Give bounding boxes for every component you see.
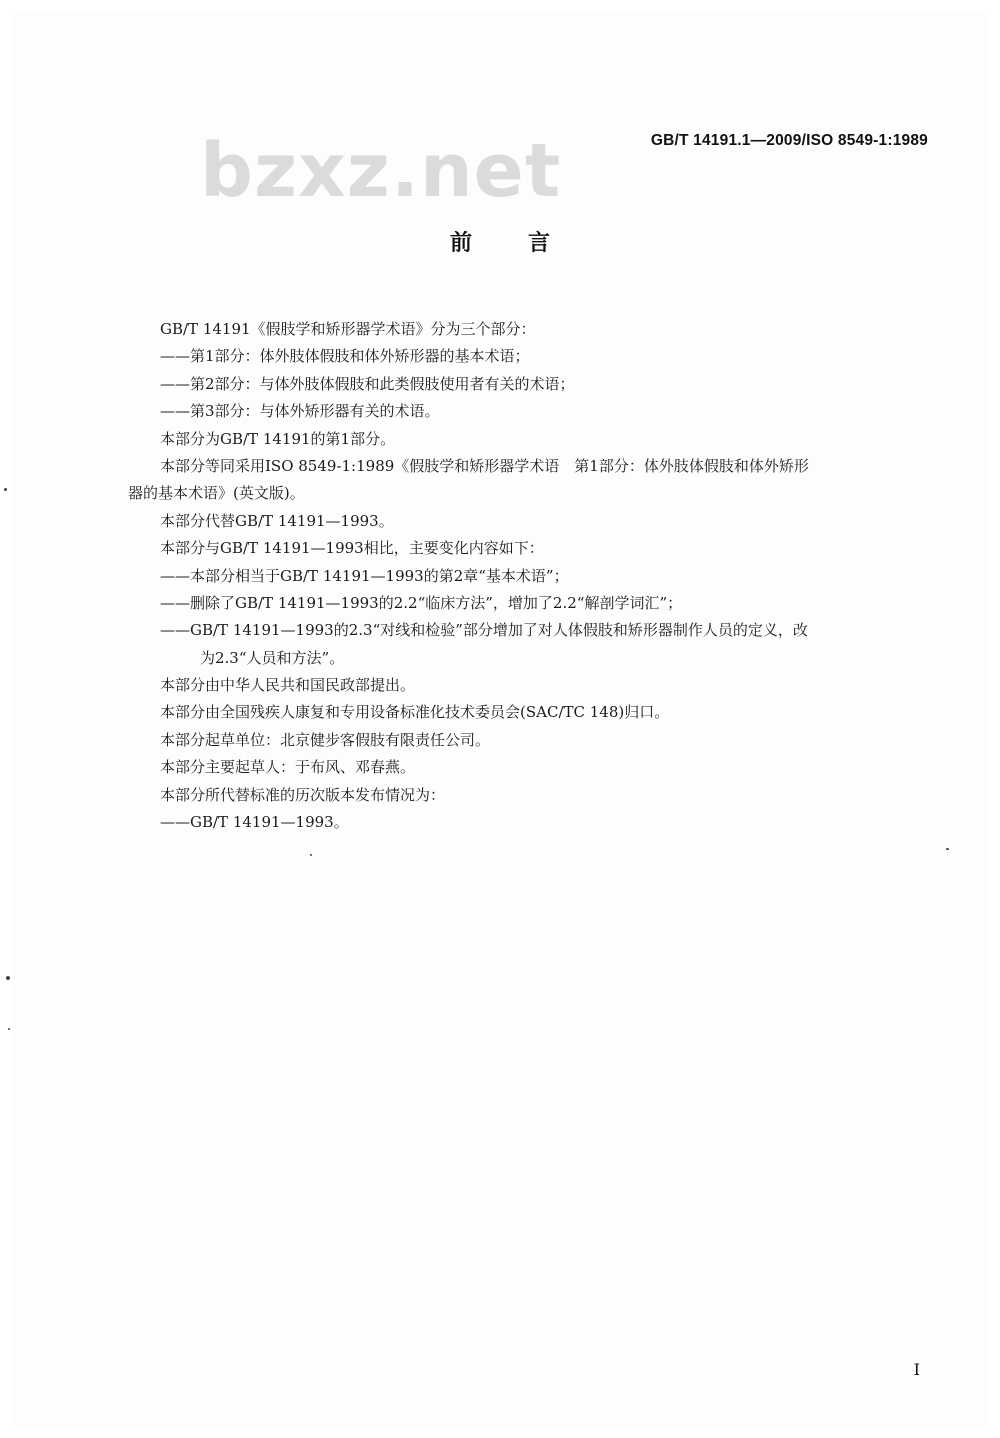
paragraph-continuation: 器的基本术语》(英文版)。	[128, 484, 305, 503]
list-item: ——第3部分：与体外矫形器有关的术语。	[160, 402, 440, 421]
scan-speck	[310, 854, 312, 856]
list-item: ——GB/T 14191—1993。	[160, 813, 349, 832]
paragraph: 本部分主要起草人：于布风、邓春燕。	[160, 758, 416, 777]
paragraph: 本部分由中华人民共和国民政部提出。	[160, 676, 416, 695]
foreword-body	[128, 316, 948, 836]
paragraph: 本部分起草单位：北京健步客假肢有限责任公司。	[160, 730, 491, 749]
scan-speck	[946, 848, 949, 850]
paragraph: GB/T 14191《假肢学和矫形器学术语》分为三个部分：	[160, 320, 536, 338]
paragraph: 本部分由全国残疾人康复和专用设备标准化技术委员会(SAC/TC 148)归口。	[160, 703, 670, 722]
paragraph: 本部分为GB/T 14191的第1部分。	[160, 429, 396, 448]
scan-speck	[4, 488, 7, 491]
list-item: ——GB/T 14191—1993的2.3“对线和检验”部分增加了对人体假肢和矫形器制作人员的定义，改	[160, 621, 808, 640]
paragraph: 本部分代替GB/T 14191—1993。	[160, 511, 394, 530]
paragraph: 本部分等同采用ISO 8549-1:1989《假肢学和矫形器学术语 第1部分：体外肢体假肢和体外矫形	[160, 456, 809, 475]
paragraph: 本部分与GB/T 14191—1993相比，主要变化内容如下：	[160, 539, 544, 558]
list-item: ——删除了GB/T 14191—1993的2.2“临床方法”，增加了2.2“解剖学词汇”；	[160, 593, 683, 612]
standard-number: GB/T 14191.1—2009/ISO 8549-1:1989	[650, 132, 928, 149]
list-item: ——本部分相当于GB/T 14191—1993的第2章“基本术语”；	[160, 566, 569, 585]
page-number: I	[913, 1360, 920, 1379]
page-title: 前言	[449, 231, 606, 256]
watermark: bzxz.net	[200, 128, 562, 214]
list-item: ——第2部分：与体外肢体假肢和此类假肢使用者有关的术语；	[160, 374, 575, 393]
scan-speck	[6, 976, 10, 980]
paragraph: 本部分所代替标准的历次版本发布情况为：	[160, 785, 446, 804]
list-item: ——第1部分：体外肢体假肢和体外矫形器的基本术语；	[160, 347, 530, 366]
scan-speck	[8, 1028, 10, 1030]
list-item-continuation: 为2.3“人员和方法”。	[200, 648, 345, 667]
